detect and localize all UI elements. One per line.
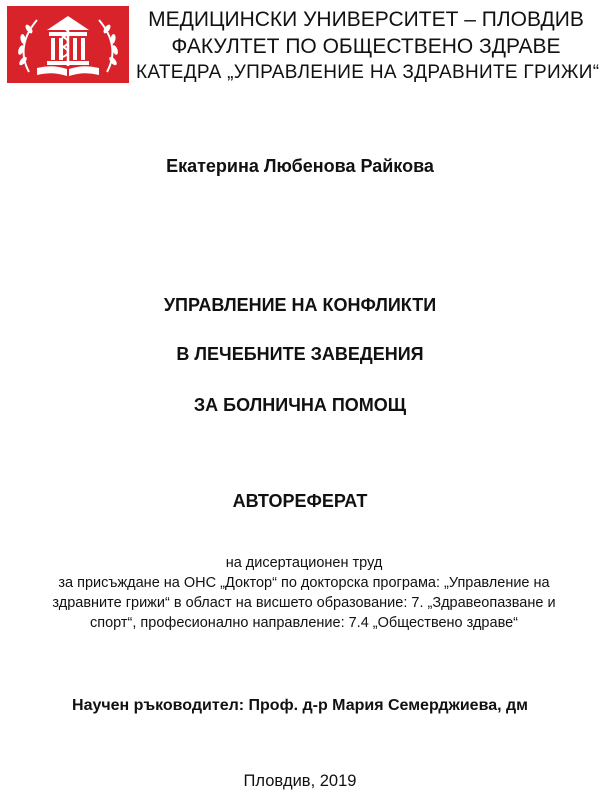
institution-header <box>136 6 600 85</box>
scientific-supervisor: Научен ръководител: Проф. д-р Мария Семерджиева, дм <box>72 697 528 714</box>
document-type: АВТОРЕФЕРАТ <box>232 491 368 511</box>
dissertation-description <box>24 553 584 633</box>
description-line-2: за присъждане на ОНС „Доктор“ по докторска програма: „Управление на <box>58 575 550 591</box>
description-line-4: спорт“, професионално направление: 7.4 „Обществено здраве“ <box>89 615 518 631</box>
description-line-1: на дисертационен труд <box>225 555 383 571</box>
dissertation-title-line-3: ЗА БОЛНИЧНА ПОМОЩ <box>193 395 407 415</box>
department-name: КАТЕДРА „УПРАВЛЕНИЕ НА ЗДРАВНИТЕ ГРИЖИ“ <box>136 62 600 83</box>
faculty-name: ФАКУЛТЕТ ПО ОБЩЕСТВЕНО ЗДРАВЕ <box>171 35 561 58</box>
university-crest-icon <box>7 6 129 83</box>
author-name: Екатерина Любенова Райкова <box>166 156 434 176</box>
dissertation-title-line-2: В ЛЕЧЕБНИТЕ ЗАВЕДЕНИЯ <box>176 344 424 364</box>
university-logo <box>7 6 129 83</box>
description-line-3: здравните грижи“ в област на висшето образование: 7. „Здравеопазване и <box>52 595 556 611</box>
place-and-year: Пловдив, 2019 <box>243 772 357 790</box>
dissertation-title-line-1: УПРАВЛЕНИЕ НА КОНФЛИКТИ <box>163 295 437 315</box>
university-name: МЕДИЦИНСКИ УНИВЕРСИТЕТ – ПЛОВДИВ <box>148 8 584 31</box>
